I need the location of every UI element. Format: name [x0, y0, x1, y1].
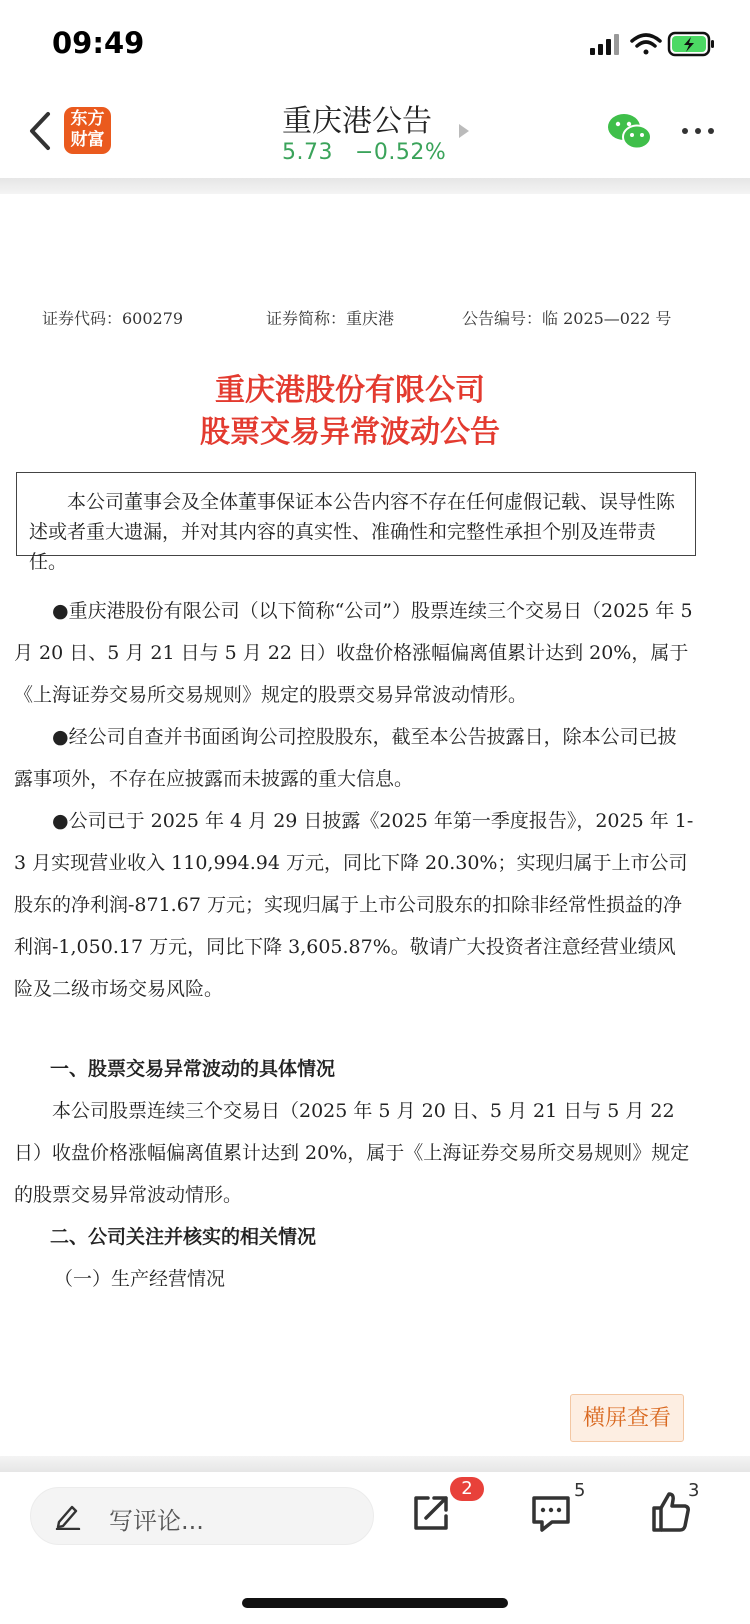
paragraph-4: 本公司股票连续三个交易日（2025 年 5 月 20 日、5 月 21 日与 5 月 22 日）收盘价格涨幅偏离值累计达到 20%，属于《上海证券交易所交易规则》规定的股票交易异常波动情形。	[14, 1100, 690, 1206]
disclaimer-box: 本公司董事会及全体董事保证本公告内容不存在任何虚假记载、误导性陈述或者重大遗漏，并对其内容的真实性、准确性和完整性承担个别及连带责任。	[16, 472, 696, 556]
more-dots-icon	[680, 116, 716, 146]
wechat-icon	[606, 110, 654, 154]
like-button[interactable]	[650, 1490, 692, 1534]
section-heading-2: 二、公司关注并核实的相关情况	[50, 1226, 317, 1248]
battery-icon	[669, 33, 714, 55]
document-title	[0, 370, 700, 454]
status-icons	[590, 30, 720, 64]
comment-placeholder: 写评论...	[109, 1507, 204, 1535]
signal-icon	[590, 34, 619, 55]
security-name: 证券简称：重庆港	[266, 309, 395, 328]
page-title: 重庆港公告	[282, 104, 432, 139]
comment-input[interactable]	[30, 1487, 374, 1545]
status-bar	[0, 0, 750, 90]
section-heading-1: 一、股票交易异常波动的具体情况	[50, 1058, 336, 1080]
stock-price: 5.73	[282, 140, 333, 165]
more-menu-button[interactable]	[680, 116, 720, 146]
wifi-icon	[632, 35, 660, 55]
announcement-number: 公告编号：临 2025—022 号	[462, 309, 672, 328]
pencil-icon	[55, 1502, 81, 1530]
share-icon	[410, 1492, 452, 1534]
paragraph-2: ●经公司自查并书面函询公司控股股东，截至本公告披露日，除本公司已披露事项外，不存在应披露而未披露的重大信息。	[14, 726, 677, 790]
landscape-view-button[interactable]: 横屏查看	[570, 1394, 684, 1442]
top-divider	[0, 178, 750, 194]
wechat-share-button[interactable]	[606, 110, 654, 154]
paragraph-3: ●公司已于 2025 年 4 月 29 日披露《2025 年第一季度报告》，2025 年 1-3 月实现营业收入 110,994.94 万元，同比下降 20.30%；实现归属于上市公司股东的净利润-871.67 万元；实现归属于上市公司股东的扣除非经常性损益的净利润-1,050.17 万元，同比下降 3,605.87%。敬请广大投资者注意经营业绩风险及二级市场交易风险。	[14, 810, 694, 1000]
security-code: 证券代码：600279	[42, 309, 184, 328]
play-arrow-icon[interactable]	[459, 124, 469, 138]
comments-button[interactable]	[530, 1494, 572, 1534]
back-button[interactable]	[22, 106, 62, 156]
chevron-left-icon	[22, 106, 62, 156]
title-line-2: 股票交易异常波动公告	[200, 415, 500, 450]
share-count-badge: 2	[450, 1477, 484, 1501]
paragraph-1: ●重庆港股份有限公司（以下简称“公司”）股票连续三个交易日（2025 年 5 月 20 日、5 月 21 日与 5 月 22 日）收盘价格涨幅偏离值累计达到 20%，属于《上海证券交易所交易规则》规定的股票交易异常波动情形。	[14, 600, 693, 706]
status-time: 09:49	[52, 26, 145, 60]
bottom-divider	[0, 1456, 750, 1472]
share-button[interactable]	[410, 1492, 452, 1534]
subsection-heading-1: （一）生产经营情况	[54, 1268, 226, 1290]
home-indicator[interactable]	[242, 1598, 508, 1608]
announcement-document	[0, 194, 750, 1454]
thumbs-up-icon	[650, 1490, 692, 1534]
stock-change: −0.52%	[354, 140, 447, 165]
like-count: 3	[688, 1480, 700, 1501]
title-line-1: 重庆港股份有限公司	[215, 373, 485, 408]
comment-count: 5	[574, 1480, 586, 1501]
logo-line1: 东方	[70, 109, 105, 129]
comment-bubble-icon	[530, 1494, 572, 1534]
stock-quote[interactable]	[282, 140, 446, 165]
nav-bar	[0, 90, 750, 178]
logo-line2: 财富	[70, 130, 105, 150]
bottom-action-bar	[0, 1472, 750, 1624]
eastmoney-logo[interactable]	[64, 107, 111, 154]
